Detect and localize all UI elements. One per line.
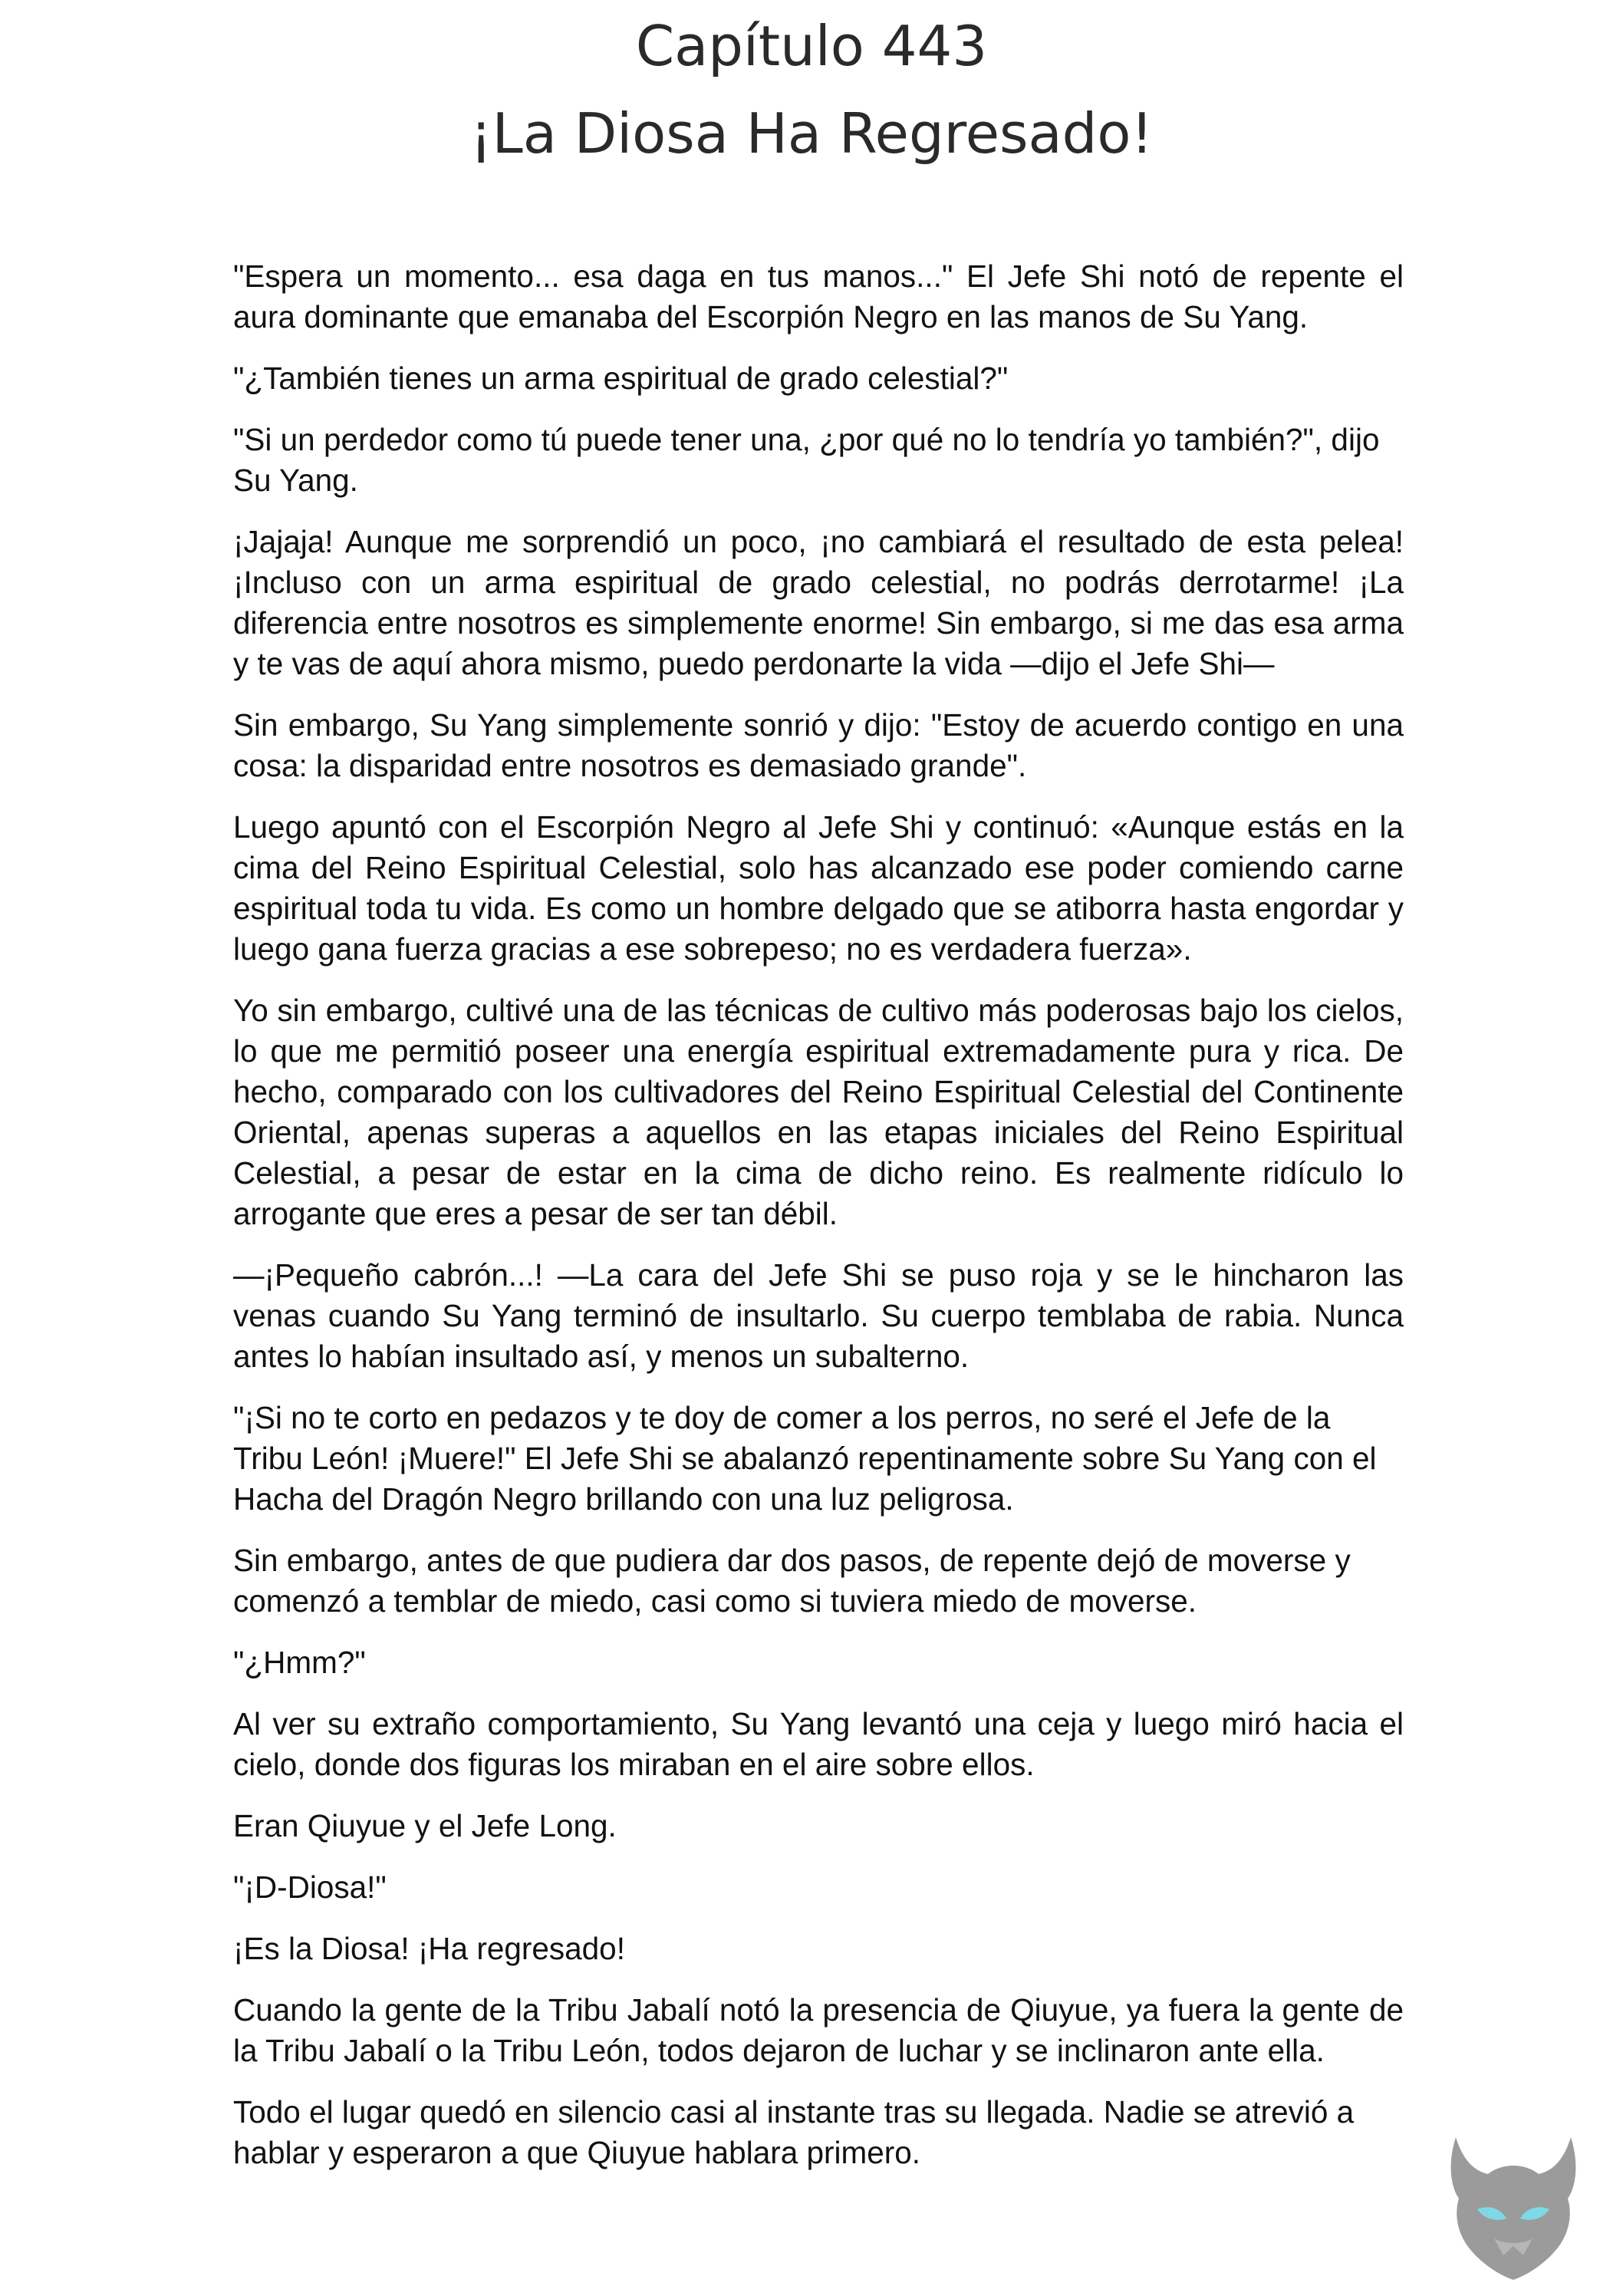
- chapter-title: ¡La Diosa Ha Regresado!: [469, 101, 1154, 166]
- paragraph: "¡Si no te corto en pedazos y te doy de comer a los perros, no seré el Jefe de la Tribu León! ¡Muere!" El Jefe Shi se abalanzó repentinamente sobre Su Yang con el Hacha del Dragón Negro brillando con una luz peligrosa.: [233, 1400, 1377, 1517]
- paragraph: Al ver su extraño comportamiento, Su Yang levantó una ceja y luego miró hacia el cielo, donde dos figuras los miraban en el aire sobre ellos.: [233, 1706, 1404, 1782]
- chapter-body: [233, 256, 1404, 2194]
- paragraph: Cuando la gente de la Tribu Jabalí notó la presencia de Qiuyue, ya fuera la gente de la Tribu Jabalí o la Tribu León, todos dejaron de luchar y se inclinaron ante ella.: [233, 1992, 1404, 2068]
- paragraph: ¡Jajaja! Aunque me sorprendió un poco, ¡no cambiará el resultado de esta pelea! ¡Incluso con un arma espiritual de grado celestial, no podrás derrotarme! ¡La diferencia entre nosotros es simplemente enorme! Sin embargo, si me das esa arma y te vas de aquí ahora mismo, puedo perdonarte la vida —dijo el Jefe Shi—: [233, 524, 1404, 681]
- paragraph: Todo el lugar quedó en silencio casi al instante tras su llegada. Nadie se atrevió a hablar y esperaron a que Qiuyue hablara primero.: [233, 2094, 1355, 2170]
- paragraph: "¿Hmm?": [233, 1645, 366, 1680]
- paragraph: —¡Pequeño cabrón...! —La cara del Jefe Shi se puso roja y se le hincharon las venas cuando Su Yang terminó de insultarlo. Su cuerpo temblaba de rabia. Nunca antes lo habían insultado así, y menos un subalterno.: [233, 1257, 1404, 1374]
- demon-head-logo-icon: [1433, 2123, 1594, 2284]
- paragraph: Sin embargo, Su Yang simplemente sonrió y dijo: "Estoy de acuerdo contigo en una cosa: la disparidad entre nosotros es demasiado grande".: [233, 707, 1404, 783]
- paragraph: Sin embargo, antes de que pudiera dar dos pasos, de repente dejó de moverse y comenzó a temblar de miedo, casi como si tuviera miedo de moverse.: [233, 1543, 1351, 1619]
- chapter-number: Capítulo 443: [635, 14, 988, 78]
- paragraph: Eran Qiuyue y el Jefe Long.: [233, 1808, 617, 1843]
- paragraph: ¡Es la Diosa! ¡Ha regresado!: [233, 1931, 625, 1966]
- paragraph: "¿También tienes un arma espiritual de grado celestial?": [233, 361, 1009, 396]
- paragraph: Yo sin embargo, cultivé una de las técnicas de cultivo más poderosas bajo los cielos, lo que me permitió poseer una energía espiritual extremadamente pura y rica. De hecho, comparado con los cultivadores del Reino Espiritual Celestial del Continente Oriental, apenas superas a aquellos en las etapas iniciales del Reino Espiritual Celestial, a pesar de estar en la cima de dicho reino. Es realmente ridículo lo arrogante que eres a pesar de ser tan débil.: [233, 993, 1404, 1231]
- paragraph: "Espera un momento... esa daga en tus manos..." El Jefe Shi notó de repente el aura dominante que emanaba del Escorpión Negro en las manos de Su Yang.: [233, 259, 1404, 334]
- paragraph: "Si un perdedor como tú puede tener una, ¿por qué no lo tendría yo también?", dijo Su Yang.: [233, 422, 1380, 498]
- paragraph: Luego apuntó con el Escorpión Negro al Jefe Shi y continuó: «Aunque estás en la cima del Reino Espiritual Celestial, solo has alcanzado ese poder comiendo carne espiritual toda tu vida. Es como un hombre delgado que se atiborra hasta engordar y luego gana fuerza gracias a ese sobrepeso; no es verdadera fuerza».: [233, 809, 1404, 967]
- paragraph: "¡D-Diosa!": [233, 1869, 387, 1905]
